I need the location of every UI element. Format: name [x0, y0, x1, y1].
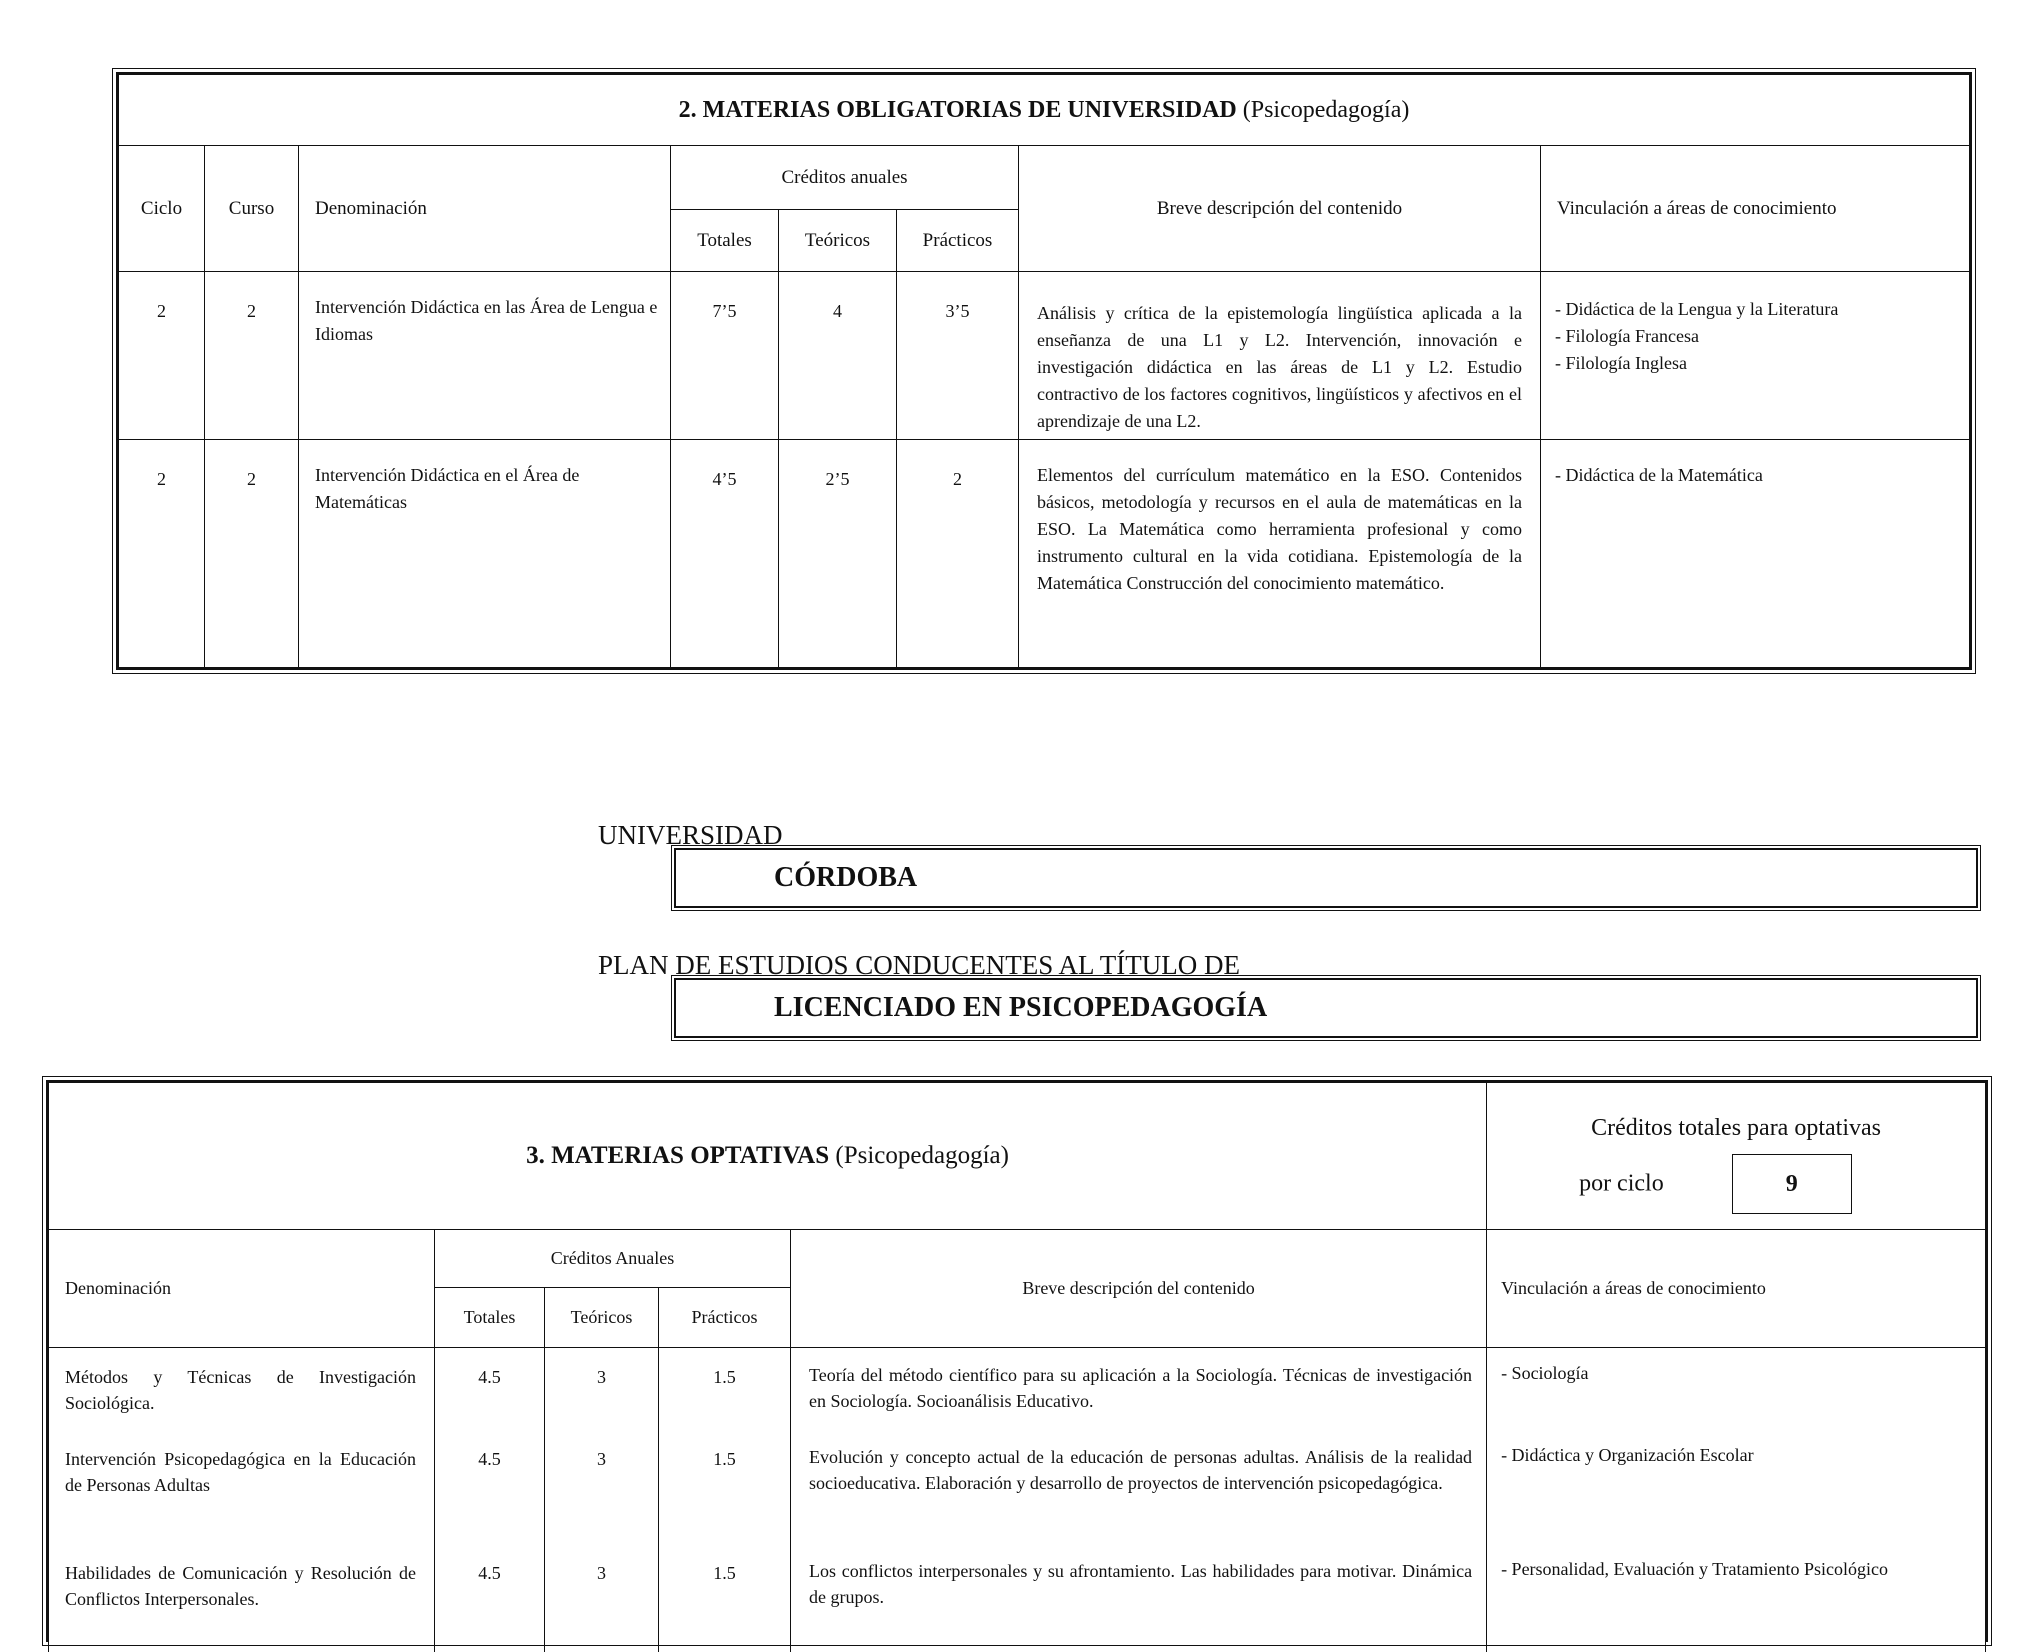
cell-denominacion: Habilidades de Comunicación y Resolución de Conflictos Interpersonales. [49, 1542, 435, 1652]
cell-totales: 4’5 [671, 440, 779, 668]
obligatorias-title-bold: 2. MATERIAS OBLIGATORIAS DE UNIVERSIDAD [678, 96, 1237, 123]
header-totales: Totales [435, 1288, 545, 1348]
plan-box [674, 978, 1978, 1038]
por-ciclo-label: por ciclo [1579, 1170, 1664, 1196]
header-teoricos: Teóricos [779, 210, 897, 272]
table-row [119, 440, 1970, 668]
por-ciclo-value: 9 [1732, 1154, 1852, 1214]
header-ciclo: Ciclo [119, 146, 205, 272]
cell-descripcion: Análisis y crítica de la epistemología lingüística aplicada a la enseñanza de una L1 y L2. Intervención, innovación e investigación didáctica en las áreas de L1 y L2. Estudio contractivo de los factores cognitivos, lingüísticos y afectivos en el aprendizaje de una L2. [1019, 272, 1541, 440]
creditos-totales-label: Créditos totales para optativas [1591, 1114, 1881, 1141]
cell-totales: 4.5 [435, 1348, 545, 1432]
header-practicos: Prácticos [659, 1288, 791, 1348]
vinculacion-item: - Filología Inglesa [1555, 353, 1687, 373]
universidad-label: UNIVERSIDAD [598, 820, 783, 850]
vinculacion-item: - Didáctica de la Lengua y la Literatura [1555, 299, 1839, 319]
cell-descripcion: Teoría del método científico para su aplicación a la Sociología. Técnicas de investigación en Sociología. Socioanálisis Educativo. [791, 1348, 1487, 1432]
cell-totales: 4.5 [435, 1542, 545, 1652]
header-creditos: Créditos Anuales [435, 1230, 791, 1288]
cell-curso: 2 [205, 440, 299, 668]
obligatorias-table [116, 72, 1972, 670]
cell-teoricos: 3 [545, 1348, 659, 1432]
optativas-title-rest: (Psicopedagogía) [835, 1142, 1009, 1169]
cell-descripcion: Elementos del currículum matemático en la ESO. Contenidos básicos, metodología y recursos en el aula de matemáticas en la ESO. La Matemática como herramienta profesional y como instrumento cultural en la vida cotidiana. Epistemología de la Matemática Construcción del conocimiento matemático. [1019, 440, 1541, 668]
cell-denominacion: Intervención Didáctica en el Área de Matemáticas [299, 440, 671, 668]
plan-label: PLAN DE ESTUDIOS CONDUCENTES AL TÍTULO DE [598, 950, 1240, 980]
cell-descripcion: Evolución y concepto actual de la educación de personas adultas. Análisis de la realidad socioeducativa. Elaboración y desarrollo de proyectos de intervención psicopedagógica. [791, 1432, 1487, 1542]
cell-vinculacion [1541, 272, 1970, 440]
optativas-table [46, 1080, 1988, 1642]
header-denominacion: Denominación [49, 1230, 435, 1348]
header-denominacion: Denominación [299, 146, 671, 272]
cell-denominacion: Intervención Psicopedagógica en la Educación de Personas Adultas [49, 1432, 435, 1542]
cell-teoricos: 3 [545, 1432, 659, 1542]
cell-curso: 2 [205, 272, 299, 440]
table-row [49, 1432, 1986, 1542]
optativas-title [49, 1083, 1487, 1230]
cell-vinculacion: - Didáctica y Organización Escolar [1487, 1432, 1986, 1542]
table-row [119, 272, 1970, 440]
cell-teoricos: 2’5 [779, 440, 897, 668]
cell-practicos: 1.5 [659, 1348, 791, 1432]
optativas-title-bold: 3. MATERIAS OPTATIVAS [526, 1142, 830, 1169]
cell-teoricos: 4 [779, 272, 897, 440]
header-creditos: Créditos anuales [671, 146, 1019, 210]
cell-ciclo: 2 [119, 440, 205, 668]
cell-denominacion: Métodos y Técnicas de Investigación Sociológica. [49, 1348, 435, 1432]
obligatorias-title-rest: (Psicopedagogía) [1242, 96, 1410, 123]
cell-practicos: 1.5 [659, 1542, 791, 1652]
header-vinculacion: Vinculación a áreas de conocimiento [1487, 1230, 1986, 1348]
vinculacion-item: - Filología Francesa [1555, 326, 1699, 346]
plan-value: LICENCIADO EN PSICOPEDAGOGÍA [774, 992, 1268, 1023]
table-row [49, 1542, 1986, 1652]
cell-vinculacion: - Sociología [1487, 1348, 1986, 1432]
header-curso: Curso [205, 146, 299, 272]
universidad-box [674, 848, 1978, 908]
cell-vinculacion: - Personalidad, Evaluación y Tratamiento Psicológico [1487, 1542, 1986, 1652]
universidad-value: CÓRDOBA [774, 862, 918, 893]
cell-denominacion: Intervención Didáctica en las Área de Lengua e Idiomas [299, 272, 671, 440]
vinculacion-item: - Didáctica de la Matemática [1555, 465, 1763, 485]
cell-vinculacion [1541, 440, 1970, 668]
cell-practicos: 2 [897, 440, 1019, 668]
header-teoricos: Teóricos [545, 1288, 659, 1348]
cell-descripcion: Los conflictos interpersonales y su afrontamiento. Las habilidades para motivar. Dinámica de grupos. [791, 1542, 1487, 1652]
cell-ciclo: 2 [119, 272, 205, 440]
cell-totales: 4.5 [435, 1432, 545, 1542]
header-descripcion: Breve descripción del contenido [1019, 146, 1541, 272]
header-vinculacion: Vinculación a áreas de conocimiento [1541, 146, 1970, 272]
cell-totales: 7’5 [671, 272, 779, 440]
header-practicos: Prácticos [897, 210, 1019, 272]
table-row [49, 1348, 1986, 1432]
cell-practicos: 1.5 [659, 1432, 791, 1542]
creditos-totales-panel [1487, 1083, 1986, 1230]
obligatorias-title [119, 75, 1970, 146]
cell-practicos: 3’5 [897, 272, 1019, 440]
cell-teoricos: 3 [545, 1542, 659, 1652]
header-descripcion: Breve descripción del contenido [791, 1230, 1487, 1348]
por-ciclo-line [1487, 1154, 1985, 1214]
header-totales: Totales [671, 210, 779, 272]
